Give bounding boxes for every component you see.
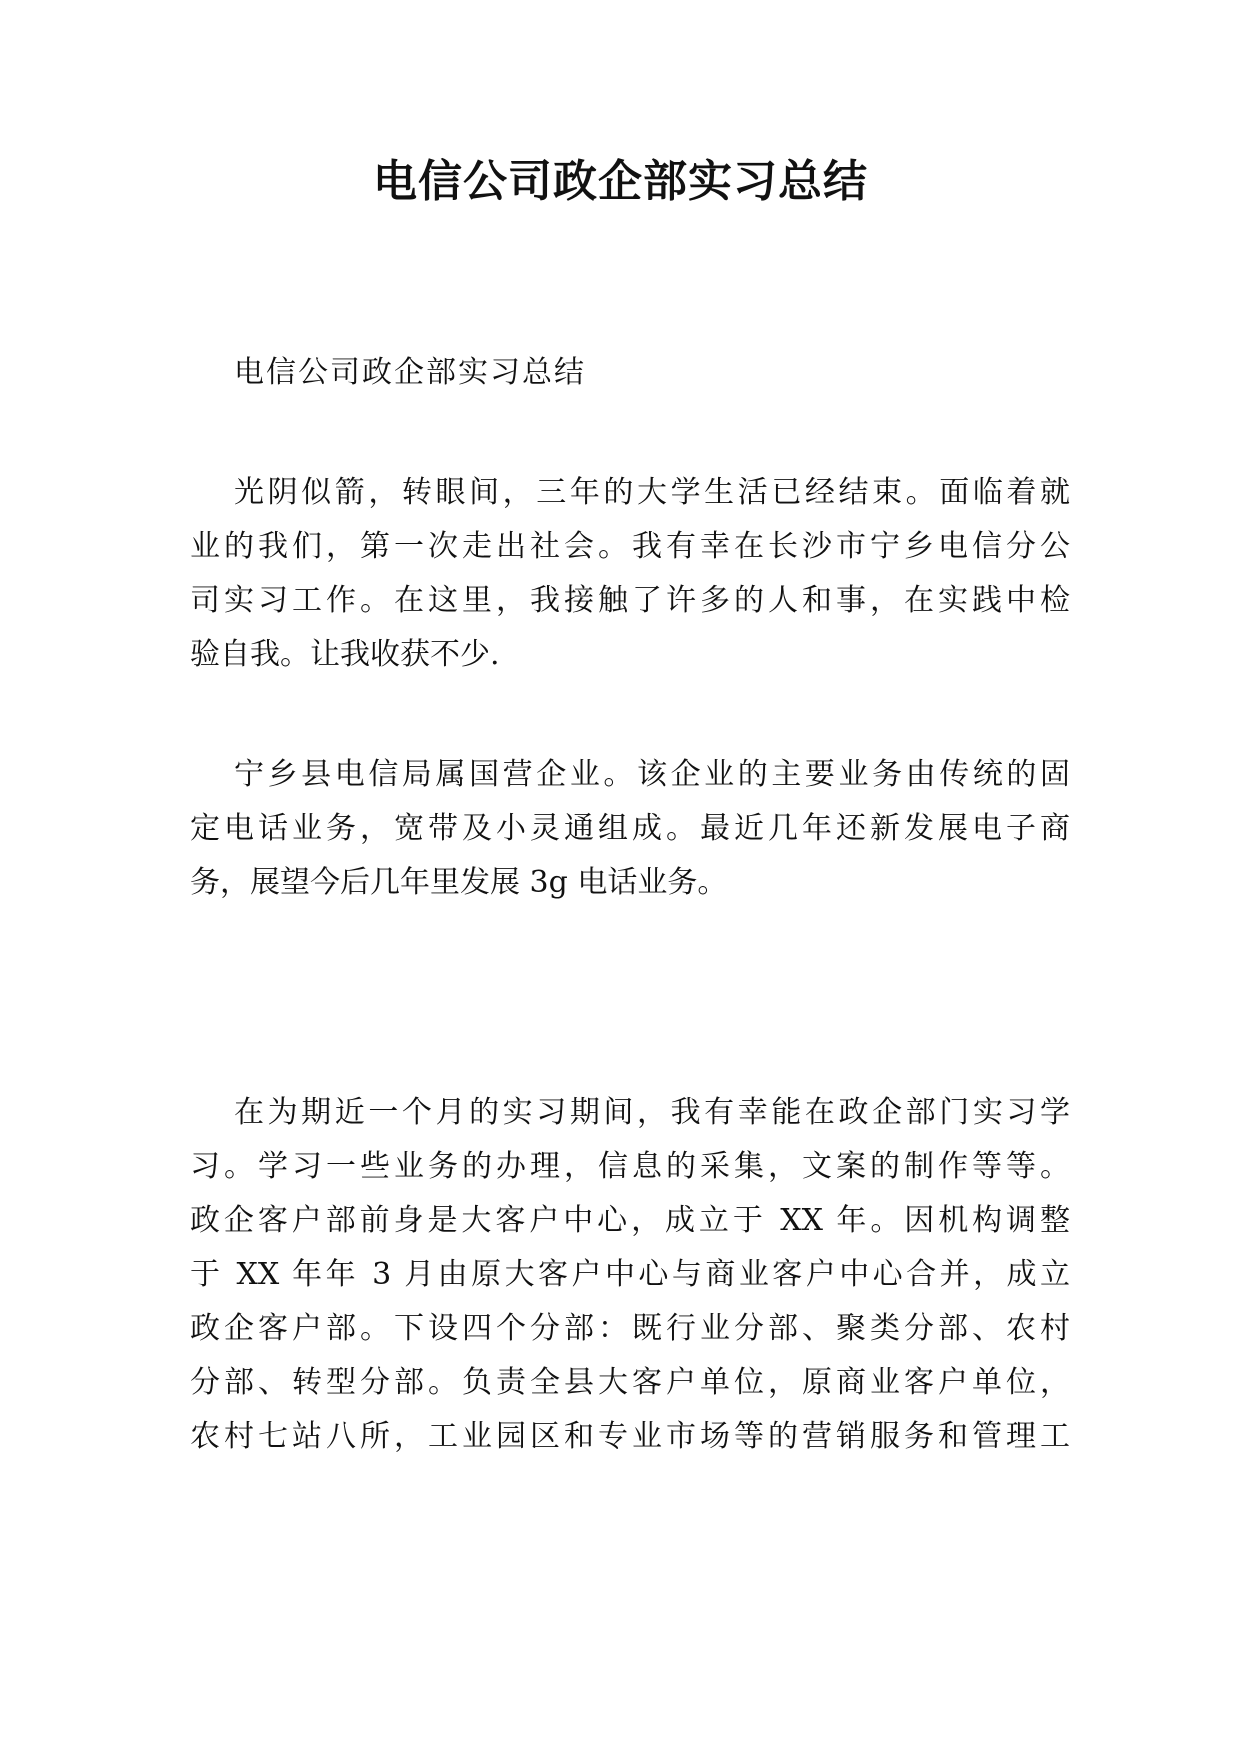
document-subheading: 电信公司政企部实习总结 xyxy=(234,355,586,390)
paragraph-1-line-2: 业的我们，第一次走出社会。我有幸在长沙市宁乡电信分公 xyxy=(190,529,1070,564)
paragraph-2-line-2: 定电话业务，宽带及小灵通组成。最近几年还新发展电子商 xyxy=(190,811,1070,846)
document-title: 电信公司政企部实习总结 xyxy=(373,156,868,207)
paragraph-2-line-1: 宁乡县电信局属国营企业。该企业的主要业务由传统的固 xyxy=(234,757,1070,792)
paragraph-1-line-3: 司实习工作。在这里，我接触了许多的人和事，在实践中检 xyxy=(190,583,1070,618)
paragraph-3-line-6: 分部、转型分部。负责全县大客户单位，原商业客户单位， xyxy=(190,1365,1070,1400)
paragraph-3-line-2: 习。学习一些业务的办理，信息的采集，文案的制作等等。 xyxy=(190,1149,1070,1184)
paragraph-3-line-1: 在为期近一个月的实习期间，我有幸能在政企部门实习学 xyxy=(234,1095,1070,1130)
paragraph-3-line-3: 政企客户部前身是大客户中心，成立于 XX 年。因机构调整 xyxy=(190,1203,1070,1238)
paragraph-3-line-7: 农村七站八所，工业园区和专业市场等的营销服务和管理工 xyxy=(190,1419,1070,1454)
paragraph-3-line-5: 政企客户部。下设四个分部：既行业分部、聚类分部、农村 xyxy=(190,1311,1070,1346)
paragraph-3-line-4: 于 XX 年年 3 月由原大客户中心与商业客户中心合并，成立 xyxy=(190,1257,1070,1292)
paragraph-2-line-3: 务，展望今后几年里发展 3g 电话业务。 xyxy=(190,865,728,900)
paragraph-1-line-4: 验自我。让我收获不少. xyxy=(190,637,500,672)
paragraph-1-line-1: 光阴似箭，转眼间，三年的大学生活已经结束。面临着就 xyxy=(234,475,1070,510)
